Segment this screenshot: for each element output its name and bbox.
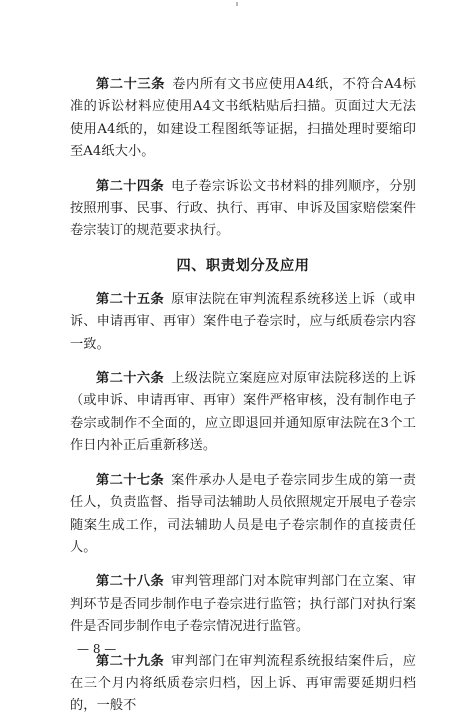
article-number: 第二十三条 (96, 77, 166, 92)
article-25 (70, 289, 416, 356)
article-spacer (164, 574, 171, 589)
article-spacer (164, 473, 171, 488)
article-text: 原审法院在审判流程系统移送上诉（或申诉、申请再审、再审）案件电子卷宗时，应与纸质卷宗内容一致。 (70, 291, 416, 352)
article-text: 上级法院立案庭应对原审法院移送的上诉（或申诉、申请再审、再审）案件严格审核，没有制作电子卷宗或制作不全面的，应立即退回并通知原审法院在3个工作日内补正后重新移送。 (70, 371, 416, 454)
article-text: 审判部门在审判流程系统报结案件后，应在三个月内将纸质卷宗归档，因上诉、再审需要延期归档的，一般不 (70, 653, 416, 714)
document-body (70, 74, 416, 718)
article-26 (70, 368, 416, 458)
article-spacer (165, 77, 172, 92)
article-number: 第二十六条 (96, 371, 165, 387)
article-23 (70, 74, 416, 164)
article-27 (70, 470, 416, 560)
article-text: 案件承办人是电子卷宗同步生成的第一责任人，负责监督、指导司法辅助人员依照规定开展电子卷宗随案生成工作，司法辅助人员是电子卷宗制作的直接责任人。 (70, 472, 416, 555)
article-number: 第二十五条 (96, 291, 165, 307)
article-spacer (164, 654, 171, 669)
article-24 (70, 176, 416, 243)
article-text: 审判管理部门对本院审判部门在立案、审判环节是否同步制作电子卷宗进行监管；执行部门对执行案件是否同步制作电子卷宗情况进行监管。 (70, 574, 416, 635)
article-number: 第二十四条 (96, 178, 165, 194)
article-29 (70, 651, 416, 718)
article-spacer (164, 371, 171, 386)
page-number: — 8 — (77, 642, 117, 656)
article-number: 第二十九条 (96, 653, 165, 669)
article-28 (70, 571, 416, 638)
page-edge-mark (236, 2, 238, 6)
article-number: 第二十七条 (96, 472, 165, 488)
article-number: 第二十八条 (96, 574, 165, 590)
section-heading: 四、职责划分及应用 (176, 257, 310, 274)
article-spacer (164, 179, 171, 194)
article-spacer (164, 292, 171, 307)
article-text: 电子卷宗诉讼文书材料的排列顺序，分别按照刑事、民事、行政、执行、再审、申诉及国家赔偿案件卷宗装订的规范要求执行。 (70, 178, 416, 239)
article-text: 卷内所有文书应使用A4纸，不符合A4标准的诉讼材料应使用A4文书纸粘贴后扫描。页面过大无法使用A4纸的，如建设工程图纸等证据，扫描处理时要缩印至A4纸大小。 (70, 77, 416, 160)
